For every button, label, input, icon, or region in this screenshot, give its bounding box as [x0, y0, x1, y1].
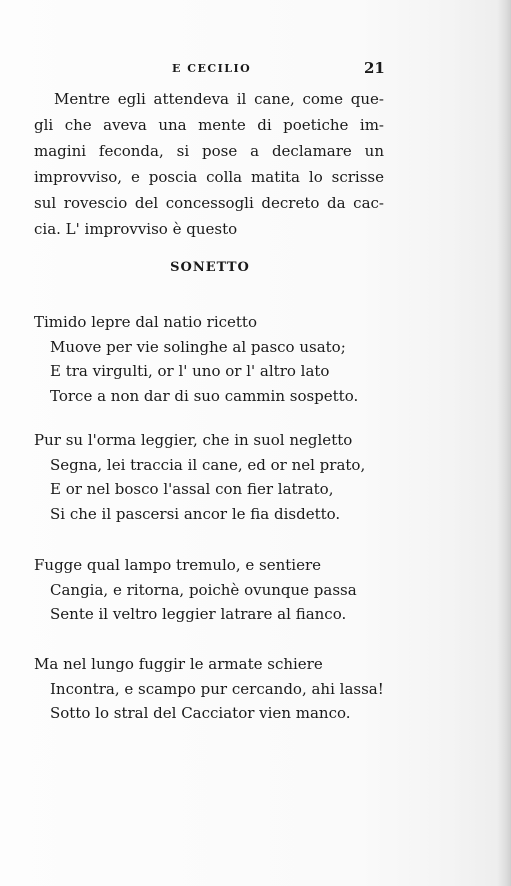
page-edge-shadow [497, 0, 511, 886]
stanza-3 [34, 553, 394, 627]
prose-line: improvviso, e poscia colla matita lo scrisse [34, 168, 384, 186]
verse-line: Timido lepre dal natio ricetto [34, 313, 257, 331]
verse-line: Si che il pascersi ancor le fia disdetto. [50, 504, 341, 523]
prose-line: sul rovescio del concessogli decreto da cac- [34, 194, 384, 212]
running-head [36, 59, 396, 84]
prose-line: Mentre egli attendeva il cane, come que- [54, 90, 384, 108]
prose-line: magini feconda, si pose a declamare un [34, 142, 384, 160]
stanza-1 [34, 310, 394, 408]
verse-line: Cangia, e ritorna, poichè ovunque passa [50, 580, 357, 599]
verse-line: E or nel bosco l'assal con fier latrato, [50, 480, 334, 498]
verse-line: Incontra, e scampo pur cercando, ahi lassa! [50, 679, 384, 698]
poem-heading: SONETTO [170, 260, 250, 275]
prose-line: cia. L' improvviso è questo [34, 220, 238, 238]
prose-line: gli che aveva una mente di poetiche im- [34, 116, 384, 134]
verse-line: E tra virgulti, or l' uno or l' altro lato [50, 362, 330, 380]
stanza-2 [34, 428, 394, 526]
prose-paragraph [34, 86, 384, 242]
stanza-4 [34, 652, 394, 726]
verse-line: Fugge qual lampo tremulo, e sentiere [34, 556, 322, 574]
page-number: 21 [364, 59, 385, 77]
verse-line: Sente il veltro leggier latrare al fianco. [50, 605, 347, 623]
verse-line: Segna, lei traccia il cane, ed or nel prato, [50, 455, 366, 474]
running-title: E CECILIO [172, 62, 252, 75]
verse-line: Pur su l'orma leggier, che in suol negletto [34, 431, 353, 449]
verse-line: Sotto lo stral del Cacciator vien manco. [50, 704, 351, 722]
verse-line: Ma nel lungo fuggir le armate schiere [34, 655, 323, 673]
verse-line: Muove per vie solinghe al pasco usato; [50, 337, 346, 356]
verse-line: Torce a non dar di suo cammin sospetto. [50, 386, 359, 405]
